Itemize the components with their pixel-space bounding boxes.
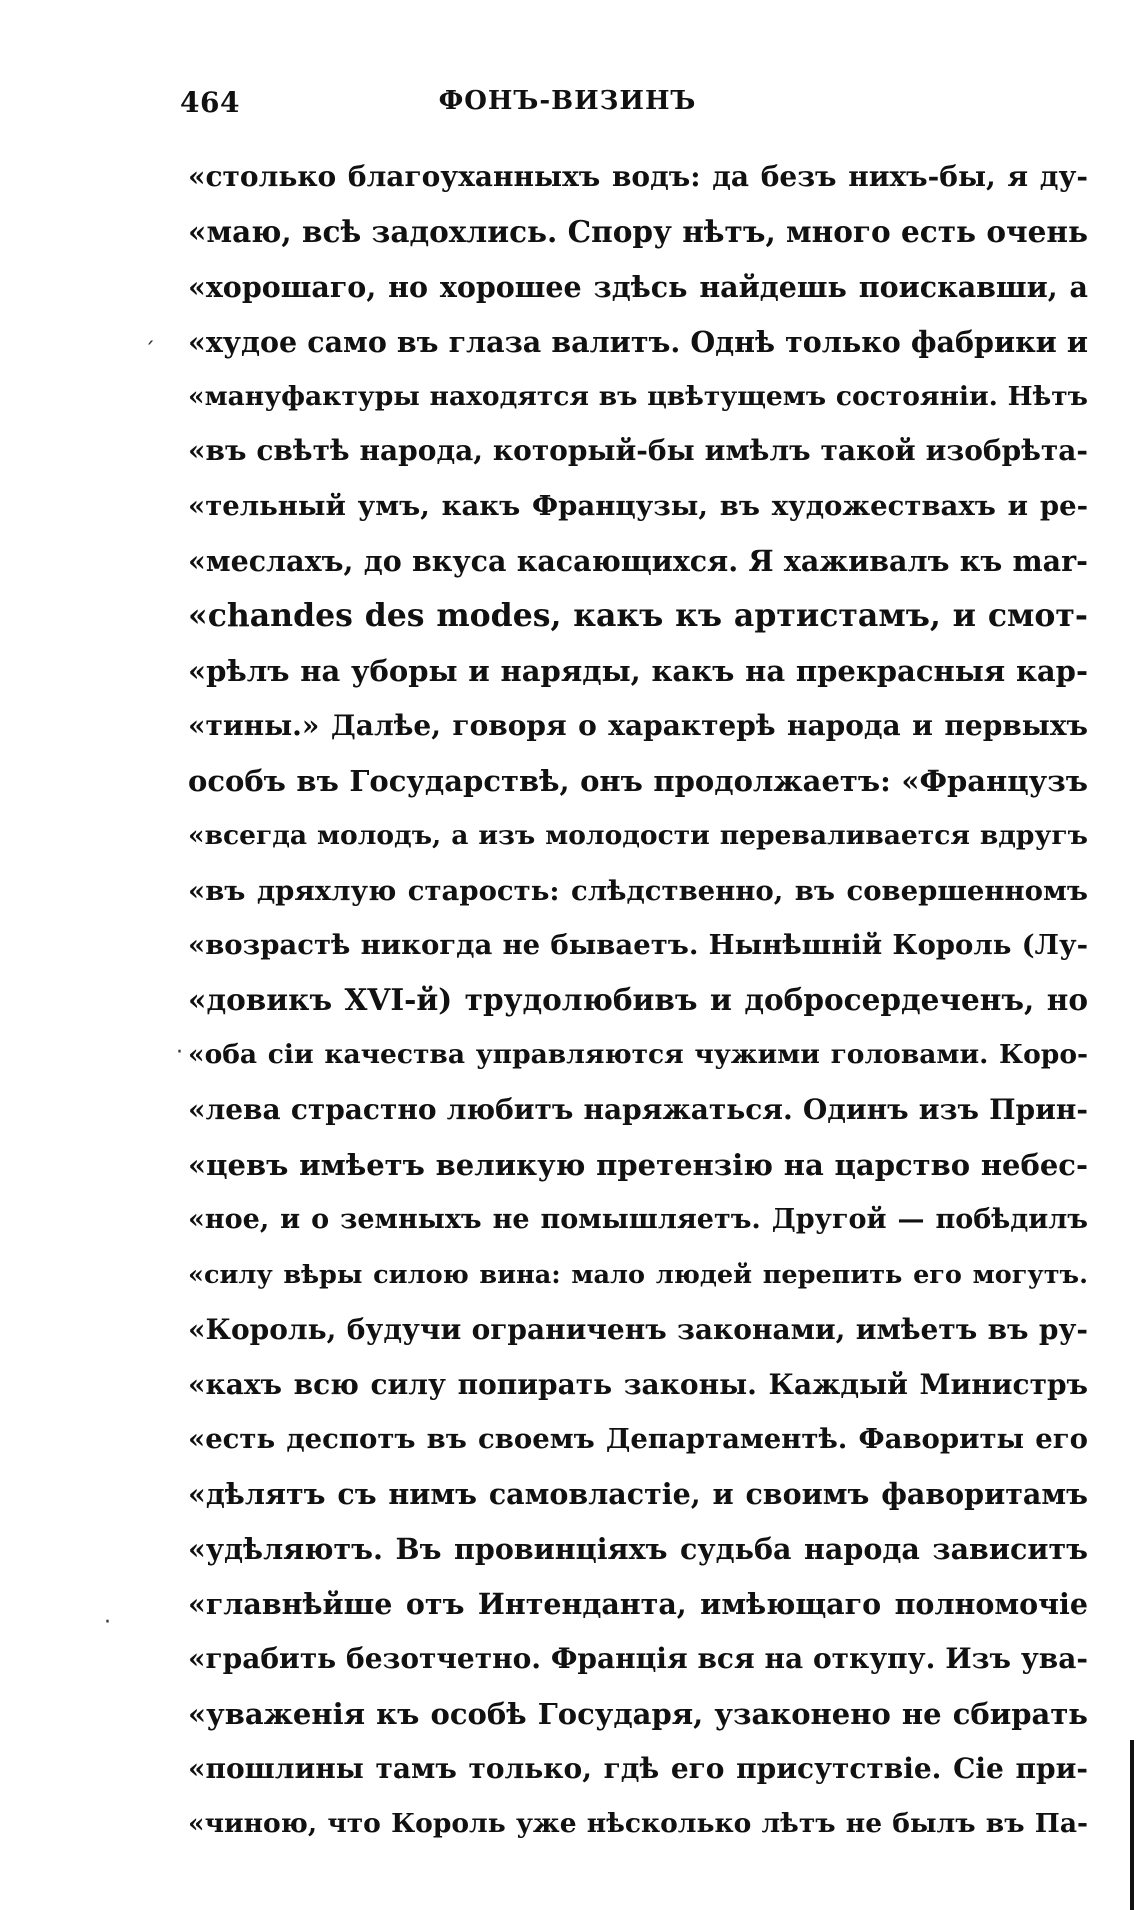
- text-line: «кахъ всю силу попирать законы. Каждый Министръ: [188, 1367, 1088, 1401]
- text-line: «столько благоуханныхъ водъ: да безъ нихъ-бы, я ду-: [188, 160, 1088, 193]
- margin-dot-mark: ·: [176, 1040, 183, 1065]
- text-line: «Король, будучи ограниченъ законами, имѣетъ въ ру-: [188, 1312, 1088, 1346]
- text-line: «главнѣйше отъ Интенданта, имѣющаго полномочіе: [188, 1587, 1088, 1622]
- text-line: «chandes des modes, какъ къ артистамъ, и смот-: [188, 597, 1088, 635]
- text-line: «дѣлятъ съ нимъ самовластіе, и своимъ фаворитамъ: [188, 1477, 1088, 1512]
- text-line: «маю, всѣ задохлись. Спору нѣтъ, много есть очень: [188, 213, 1088, 249]
- text-line: «чиною, что Король уже нѣсколько лѣтъ не былъ въ Па-: [188, 1807, 1088, 1839]
- text-line: «уваженія къ особѣ Государя, узаконено не сбирать: [188, 1696, 1088, 1731]
- text-line: «рѣлъ на уборы и наряды, какъ на прекрасныя кар-: [188, 654, 1088, 689]
- text-line: «тины.» Далѣе, говоря о характерѣ народа и первыхъ: [188, 708, 1088, 742]
- text-line: «хорошаго, но хорошее здѣсь найдешь поискавши, а: [188, 269, 1088, 304]
- body-text: [188, 150, 1088, 1852]
- text-line: «всегда молодъ, а изъ молодости переваливается вдругъ: [188, 819, 1088, 851]
- text-line: «цевъ имѣетъ великую претензію на царство небес-: [188, 1148, 1088, 1183]
- margin-tick-mark: ˏ: [144, 320, 155, 345]
- page-number: 464: [180, 86, 240, 119]
- text-line: «мануфактуры находятся въ цвѣтущемъ состояніи. Нѣтъ: [188, 380, 1088, 412]
- running-title: ФОНЪ-ВИЗИНЪ: [438, 86, 697, 116]
- page-edge-line: [1130, 1740, 1134, 1910]
- text-line: «возрастѣ никогда не бываетъ. Нынѣшній Король (Лу-: [188, 929, 1088, 962]
- text-line: «тельный умъ, какъ Французы, въ художествахъ и ре-: [188, 490, 1088, 523]
- text-line: «есть деспотъ въ своемъ Департаментѣ. Фавориты его: [188, 1423, 1088, 1456]
- text-line: «худое само въ глаза валитъ. Однѣ только фабрики и: [188, 324, 1088, 359]
- text-line: «довикъ XVI-й) трудолюбивъ и добросердеченъ, но: [188, 982, 1088, 1018]
- text-line: «оба сіи качества управляются чужими головами. Коро-: [188, 1039, 1088, 1071]
- text-line: «грабить безотчетно. Франція вся на откупу. Изъ ува-: [188, 1642, 1088, 1676]
- text-line: «ное, и о земныхъ не помышляетъ. Другой — побѣдилъ: [188, 1203, 1088, 1235]
- running-head: [180, 86, 955, 126]
- text-line: «въ дряхлую старость: слѣдственно, въ совершенномъ: [188, 874, 1088, 907]
- text-line: «силу вѣры силою вина: мало людей перепить его могутъ.: [188, 1259, 1088, 1290]
- margin-dot-mark: ·: [104, 1610, 111, 1635]
- text-line: «лева страстно любитъ наряжаться. Одинъ изъ Прин-: [188, 1093, 1088, 1127]
- text-line: «пошлины тамъ только, гдѣ его присутствіе. Сіе при-: [188, 1751, 1088, 1785]
- text-line: «меслахъ, до вкуса касающихся. Я хаживалъ къ mar-: [188, 544, 1088, 579]
- text-line: особъ въ Государствѣ, онъ продолжаетъ: «Французъ: [188, 763, 1088, 798]
- text-line: «въ свѣтѣ народа, который-бы имѣлъ такой изобрѣта-: [188, 434, 1088, 468]
- text-line: «удѣляютъ. Въ провинціяхъ судьба народа зависитъ: [188, 1532, 1088, 1567]
